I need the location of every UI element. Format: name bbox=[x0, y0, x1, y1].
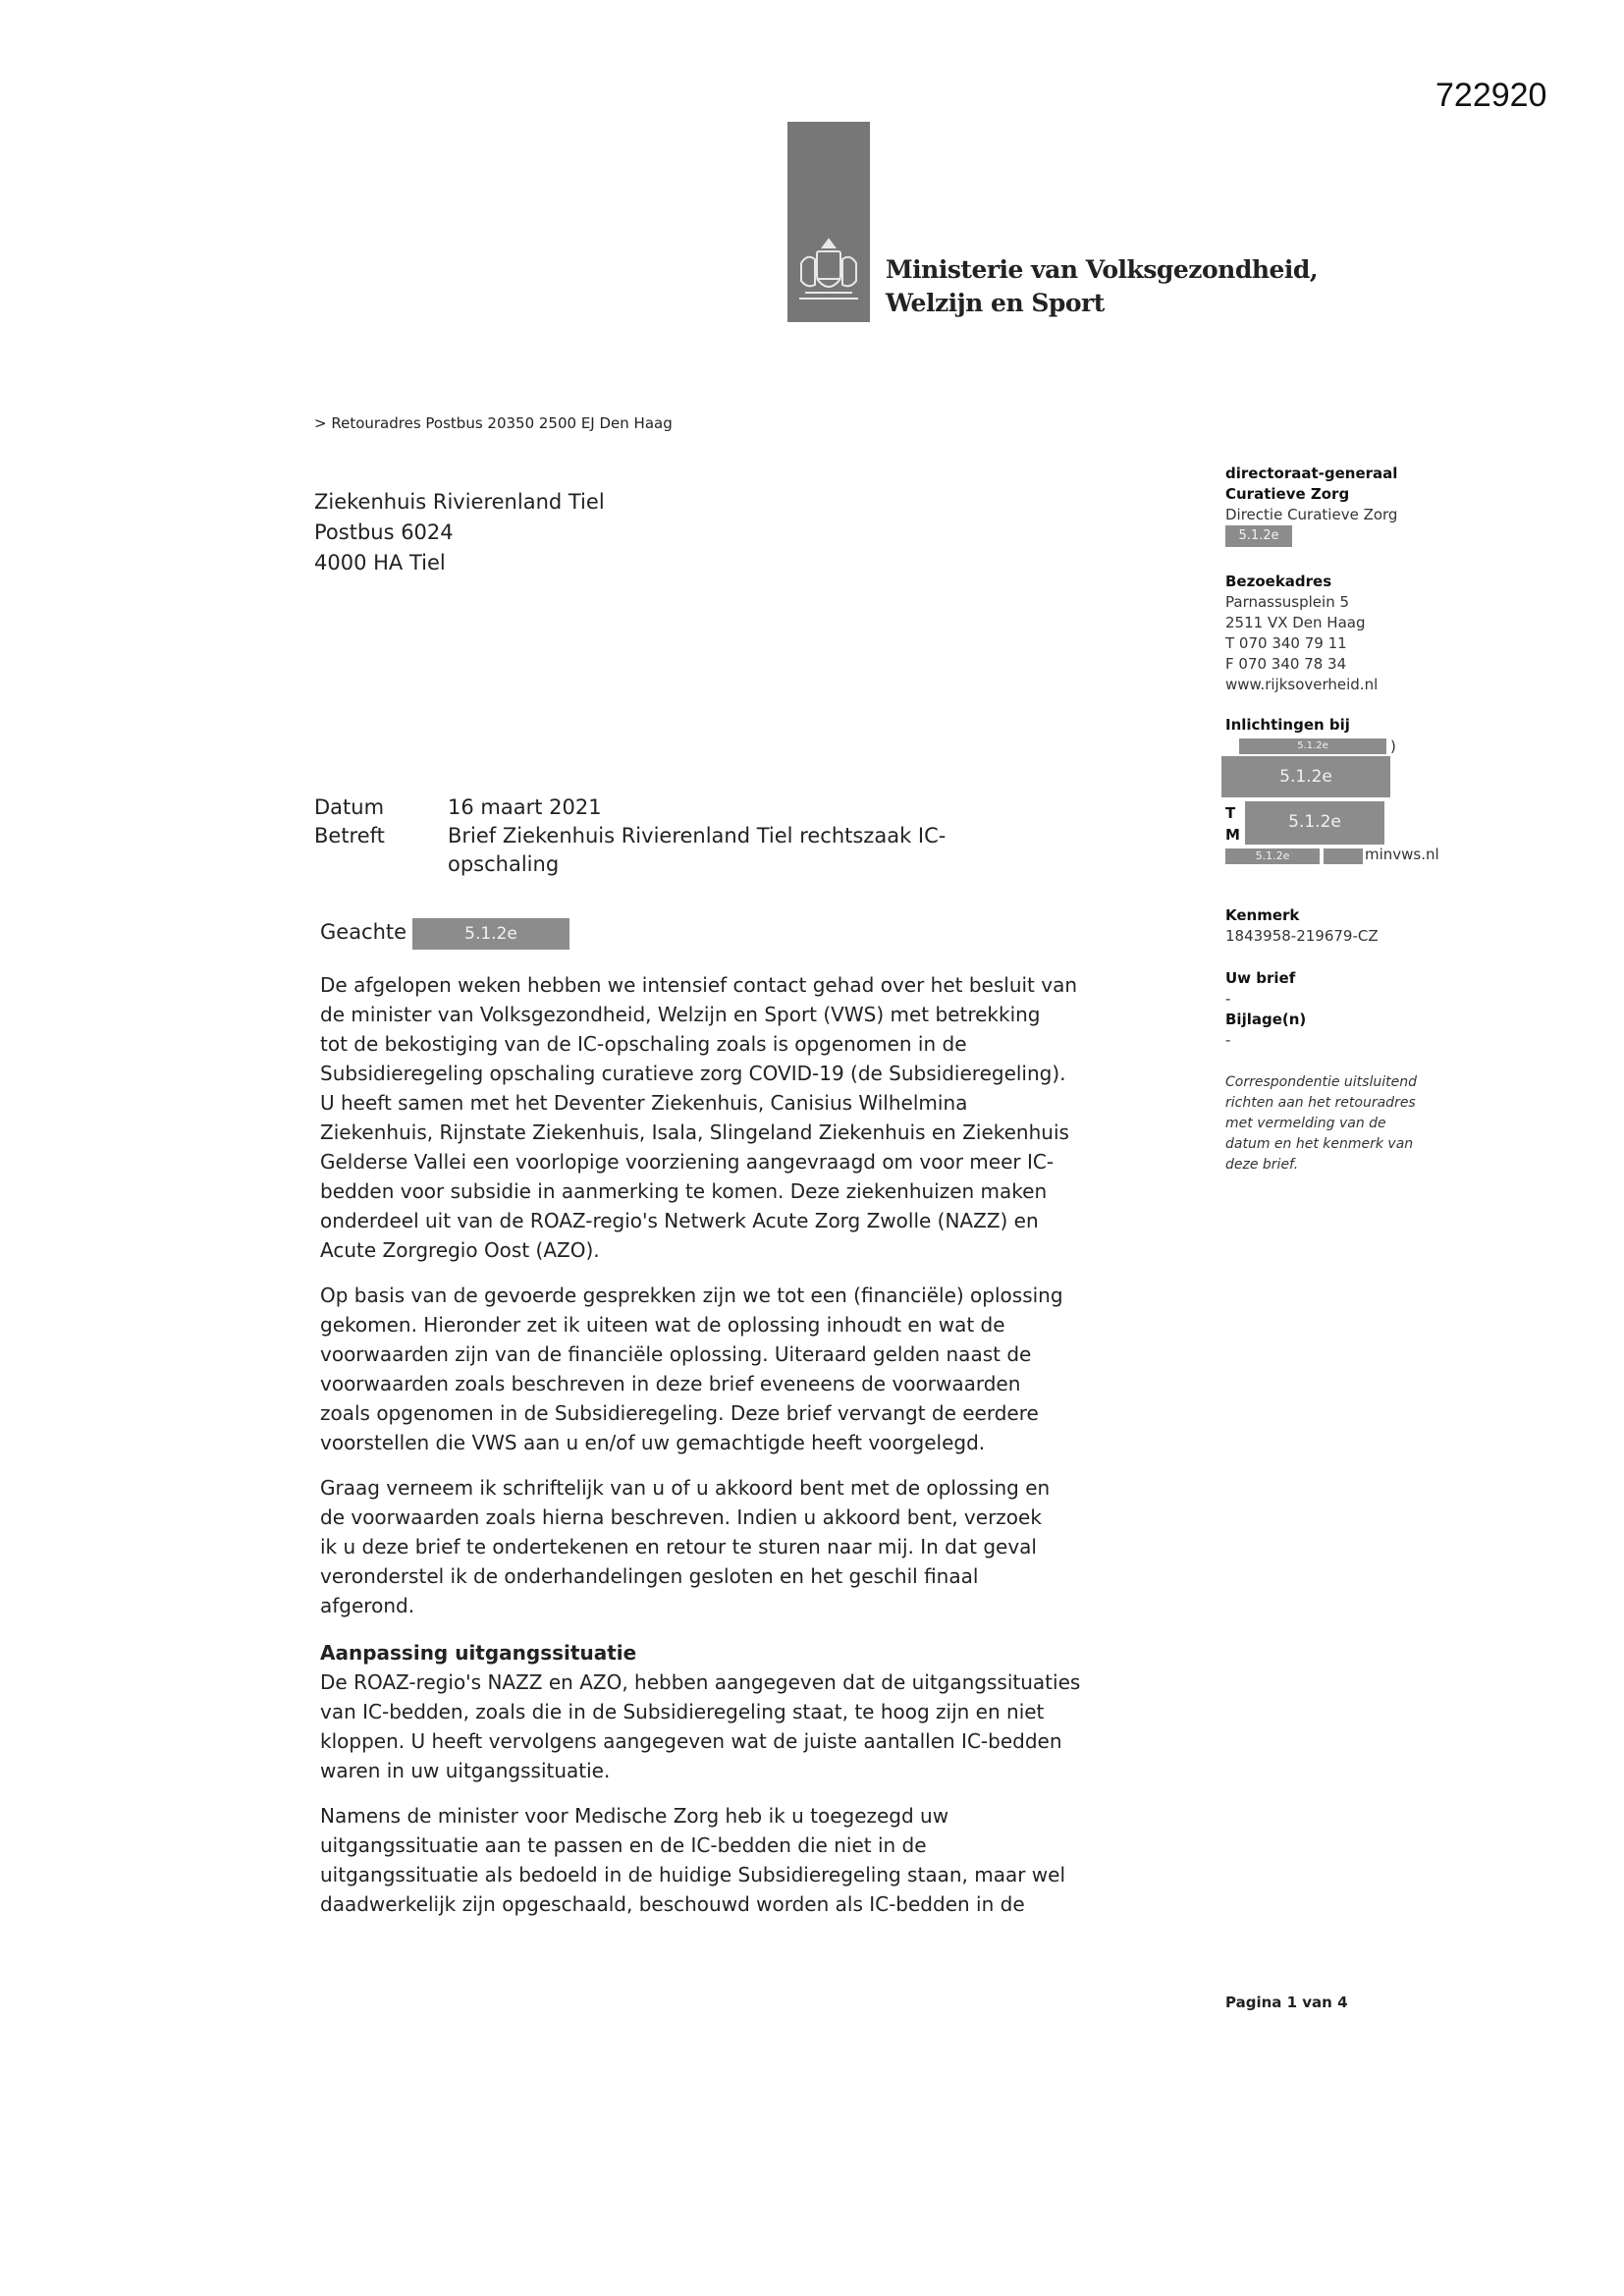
addressee-line3: 4000 HA Tiel bbox=[314, 551, 446, 574]
m-letter: M bbox=[1225, 826, 1240, 844]
subject-label: Betreft bbox=[314, 824, 385, 847]
body-line: tot de bekostiging van de IC-opschaling zoals is opgenomen in de bbox=[320, 1032, 967, 1056]
redaction-box: 5.1.2e bbox=[412, 918, 569, 950]
sidebar-department bbox=[1225, 464, 1397, 547]
salutation: Geachte bbox=[320, 920, 407, 944]
dg-label: directoraat-generaal bbox=[1225, 465, 1398, 482]
visit-street: Parnassusplein 5 bbox=[1225, 593, 1350, 611]
body-line: Subsidieregeling opschaling curatieve zorg COVID-19 (de Subsidieregeling). bbox=[320, 1062, 1066, 1085]
correspondence-note-line: deze brief. bbox=[1225, 1157, 1299, 1173]
body-line: de voorwaarden zoals hierna beschreven. Indien u akkoord bent, verzoek bbox=[320, 1505, 1042, 1529]
body-line: Op basis van de gevoerde gesprekken zijn we tot een (financiële) oplossing bbox=[320, 1284, 1063, 1307]
body-line: onderdeel uit van de ROAZ-regio's Netwerk Acute Zorg Zwolle (NAZZ) en bbox=[320, 1209, 1039, 1232]
body-line: afgerond. bbox=[320, 1594, 415, 1617]
body-paragraph-2 bbox=[320, 1281, 1155, 1457]
body-line: kloppen. U heeft vervolgens aangegeven wat de juiste aantallen IC-bedden bbox=[320, 1729, 1062, 1753]
body-paragraph-3 bbox=[320, 1473, 1155, 1620]
sidebar-info bbox=[1225, 715, 1350, 736]
visit-label: Bezoekadres bbox=[1225, 573, 1332, 590]
body-line: De ROAZ-regio's NAZZ en AZO, hebben aangegeven dat de uitgangssituaties bbox=[320, 1670, 1081, 1694]
subject-line1: Brief Ziekenhuis Rivierenland Tiel rechtszaak IC- bbox=[448, 824, 947, 847]
return-address: > Retouradres Postbus 20350 2500 EJ Den Haag bbox=[314, 414, 673, 432]
ministry-name bbox=[886, 253, 1318, 320]
ref-label: Kenmerk bbox=[1225, 906, 1300, 924]
body-line: voorstellen die VWS aan u en/of uw gemachtigde heeft voorgelegd. bbox=[320, 1431, 986, 1454]
correspondence-note-line: Correspondentie uitsluitend bbox=[1225, 1074, 1417, 1090]
body-line: uitgangssituatie als bedoeld in de huidige Subsidieregeling staan, maar wel bbox=[320, 1863, 1066, 1886]
ministry-name-line2: Welzijn en Sport bbox=[886, 289, 1105, 317]
redaction-box: 5.1.2e bbox=[1225, 848, 1320, 864]
body-line: Ziekenhuis, Rijnstate Ziekenhuis, Isala, Slingeland Ziekenhuis en Ziekenhuis bbox=[320, 1121, 1069, 1144]
fax-number: F 070 340 78 34 bbox=[1225, 655, 1347, 673]
body-line: van IC-bedden, zoals die in de Subsidieregeling staat, te hoog zijn en niet bbox=[320, 1700, 1045, 1723]
coat-of-arms-icon bbox=[793, 236, 864, 310]
t-letter: T bbox=[1225, 804, 1236, 822]
redaction-box: 5.1.2e bbox=[1221, 756, 1390, 797]
body-line: Acute Zorgregio Oost (AZO). bbox=[320, 1238, 600, 1262]
correspondence-note-line: met vermelding van de bbox=[1225, 1116, 1386, 1131]
body-paragraph-1 bbox=[320, 970, 1155, 1265]
body-line: voorwaarden zijn van de financiële oplossing. Uiteraard gelden naast de bbox=[320, 1342, 1032, 1366]
email-suffix: minvws.nl bbox=[1365, 846, 1439, 863]
body-line: de minister van Volksgezondheid, Welzijn en Sport (VWS) met betrekking bbox=[320, 1003, 1041, 1026]
redaction-box: 5.1.2e bbox=[1239, 738, 1386, 754]
visit-city: 2511 VX Den Haag bbox=[1225, 614, 1366, 631]
correspondence-note-line: datum en het kenmerk van bbox=[1225, 1136, 1414, 1152]
addressee-line1: Ziekenhuis Rivierenland Tiel bbox=[314, 490, 605, 514]
body-line: Gelderse Vallei een voorlopige voorziening aangevraagd om voor meer IC- bbox=[320, 1150, 1055, 1174]
body-line: gekomen. Hieronder zet ik uiteen wat de oplossing inhoudt en wat de bbox=[320, 1313, 1005, 1337]
body-line: uitgangssituatie aan te passen en de IC-bedden die niet in de bbox=[320, 1833, 927, 1857]
correspondence-note-line: richten aan het retouradres bbox=[1225, 1095, 1416, 1111]
document-number: 722920 bbox=[1435, 77, 1547, 114]
website-link[interactable]: www.rijksoverheid.nl bbox=[1225, 676, 1379, 693]
ministry-name-line1: Ministerie van Volksgezondheid, bbox=[886, 255, 1319, 284]
dg-name: Curatieve Zorg bbox=[1225, 485, 1350, 503]
body-line: veronderstel ik de onderhandelingen gesloten en het geschil finaal bbox=[320, 1564, 979, 1588]
page-number: Pagina 1 van 4 bbox=[1225, 1994, 1348, 2011]
your-letter-label: Uw brief bbox=[1225, 969, 1296, 987]
body-line: waren in uw uitgangssituatie. bbox=[320, 1759, 611, 1782]
section-heading: Aanpassing uitgangssituatie bbox=[320, 1641, 637, 1665]
phone-number: T 070 340 79 11 bbox=[1225, 634, 1347, 652]
addressee-line2: Postbus 6024 bbox=[314, 520, 454, 544]
body-line: U heeft samen met het Deventer Ziekenhuis, Canisius Wilhelmina bbox=[320, 1091, 968, 1115]
redaction-box: 5.1.2e bbox=[1245, 801, 1384, 845]
attachments-value: - bbox=[1225, 1031, 1231, 1049]
body-line: ik u deze brief te ondertekenen en retour te sturen naar mij. In dat geval bbox=[320, 1535, 1037, 1558]
body-line: zoals opgenomen in de Subsidieregeling. Deze brief vervangt de eerdere bbox=[320, 1401, 1039, 1425]
body-paragraph-5 bbox=[320, 1801, 1155, 1919]
sidebar-your-letter bbox=[1225, 968, 1306, 1051]
sidebar-visit-address bbox=[1225, 572, 1378, 695]
body-line: voorwaarden zoals beschreven in deze brief eveneens de voorwaarden bbox=[320, 1372, 1021, 1395]
ministry-logo-bar bbox=[787, 122, 870, 322]
body-line: Namens de minister voor Medische Zorg heb ik u toegezegd uw bbox=[320, 1804, 949, 1828]
redaction-box bbox=[1324, 848, 1363, 864]
info-label: Inlichtingen bij bbox=[1225, 716, 1350, 734]
letter-meta bbox=[314, 793, 1198, 882]
sidebar-reference bbox=[1225, 905, 1379, 947]
body-paragraph-4 bbox=[320, 1638, 1155, 1785]
body-line: bedden voor subsidie in aanmerking te komen. Deze ziekenhuizen maken bbox=[320, 1179, 1048, 1203]
attachments-label: Bijlage(n) bbox=[1225, 1011, 1307, 1028]
body-line: De afgelopen weken hebben we intensief contact gehad over het besluit van bbox=[320, 973, 1078, 997]
redaction-box: 5.1.2e bbox=[1225, 525, 1292, 547]
redaction-close-paren: ) bbox=[1390, 738, 1396, 755]
directie: Directie Curatieve Zorg bbox=[1225, 506, 1398, 523]
date-label: Datum bbox=[314, 795, 385, 819]
ref-value: 1843958-219679-CZ bbox=[1225, 927, 1379, 945]
date-value: 16 maart 2021 bbox=[448, 795, 602, 819]
addressee-block bbox=[314, 487, 605, 578]
correspondence-note bbox=[1225, 1072, 1417, 1175]
body-line: Graag verneem ik schriftelijk van u of u akkoord bent met de oplossing en bbox=[320, 1476, 1051, 1500]
your-letter-value: - bbox=[1225, 990, 1231, 1008]
subject-line2: opschaling bbox=[448, 852, 560, 876]
body-line: daadwerkelijk zijn opgeschaald, beschouwd worden als IC-bedden in de bbox=[320, 1892, 1025, 1916]
